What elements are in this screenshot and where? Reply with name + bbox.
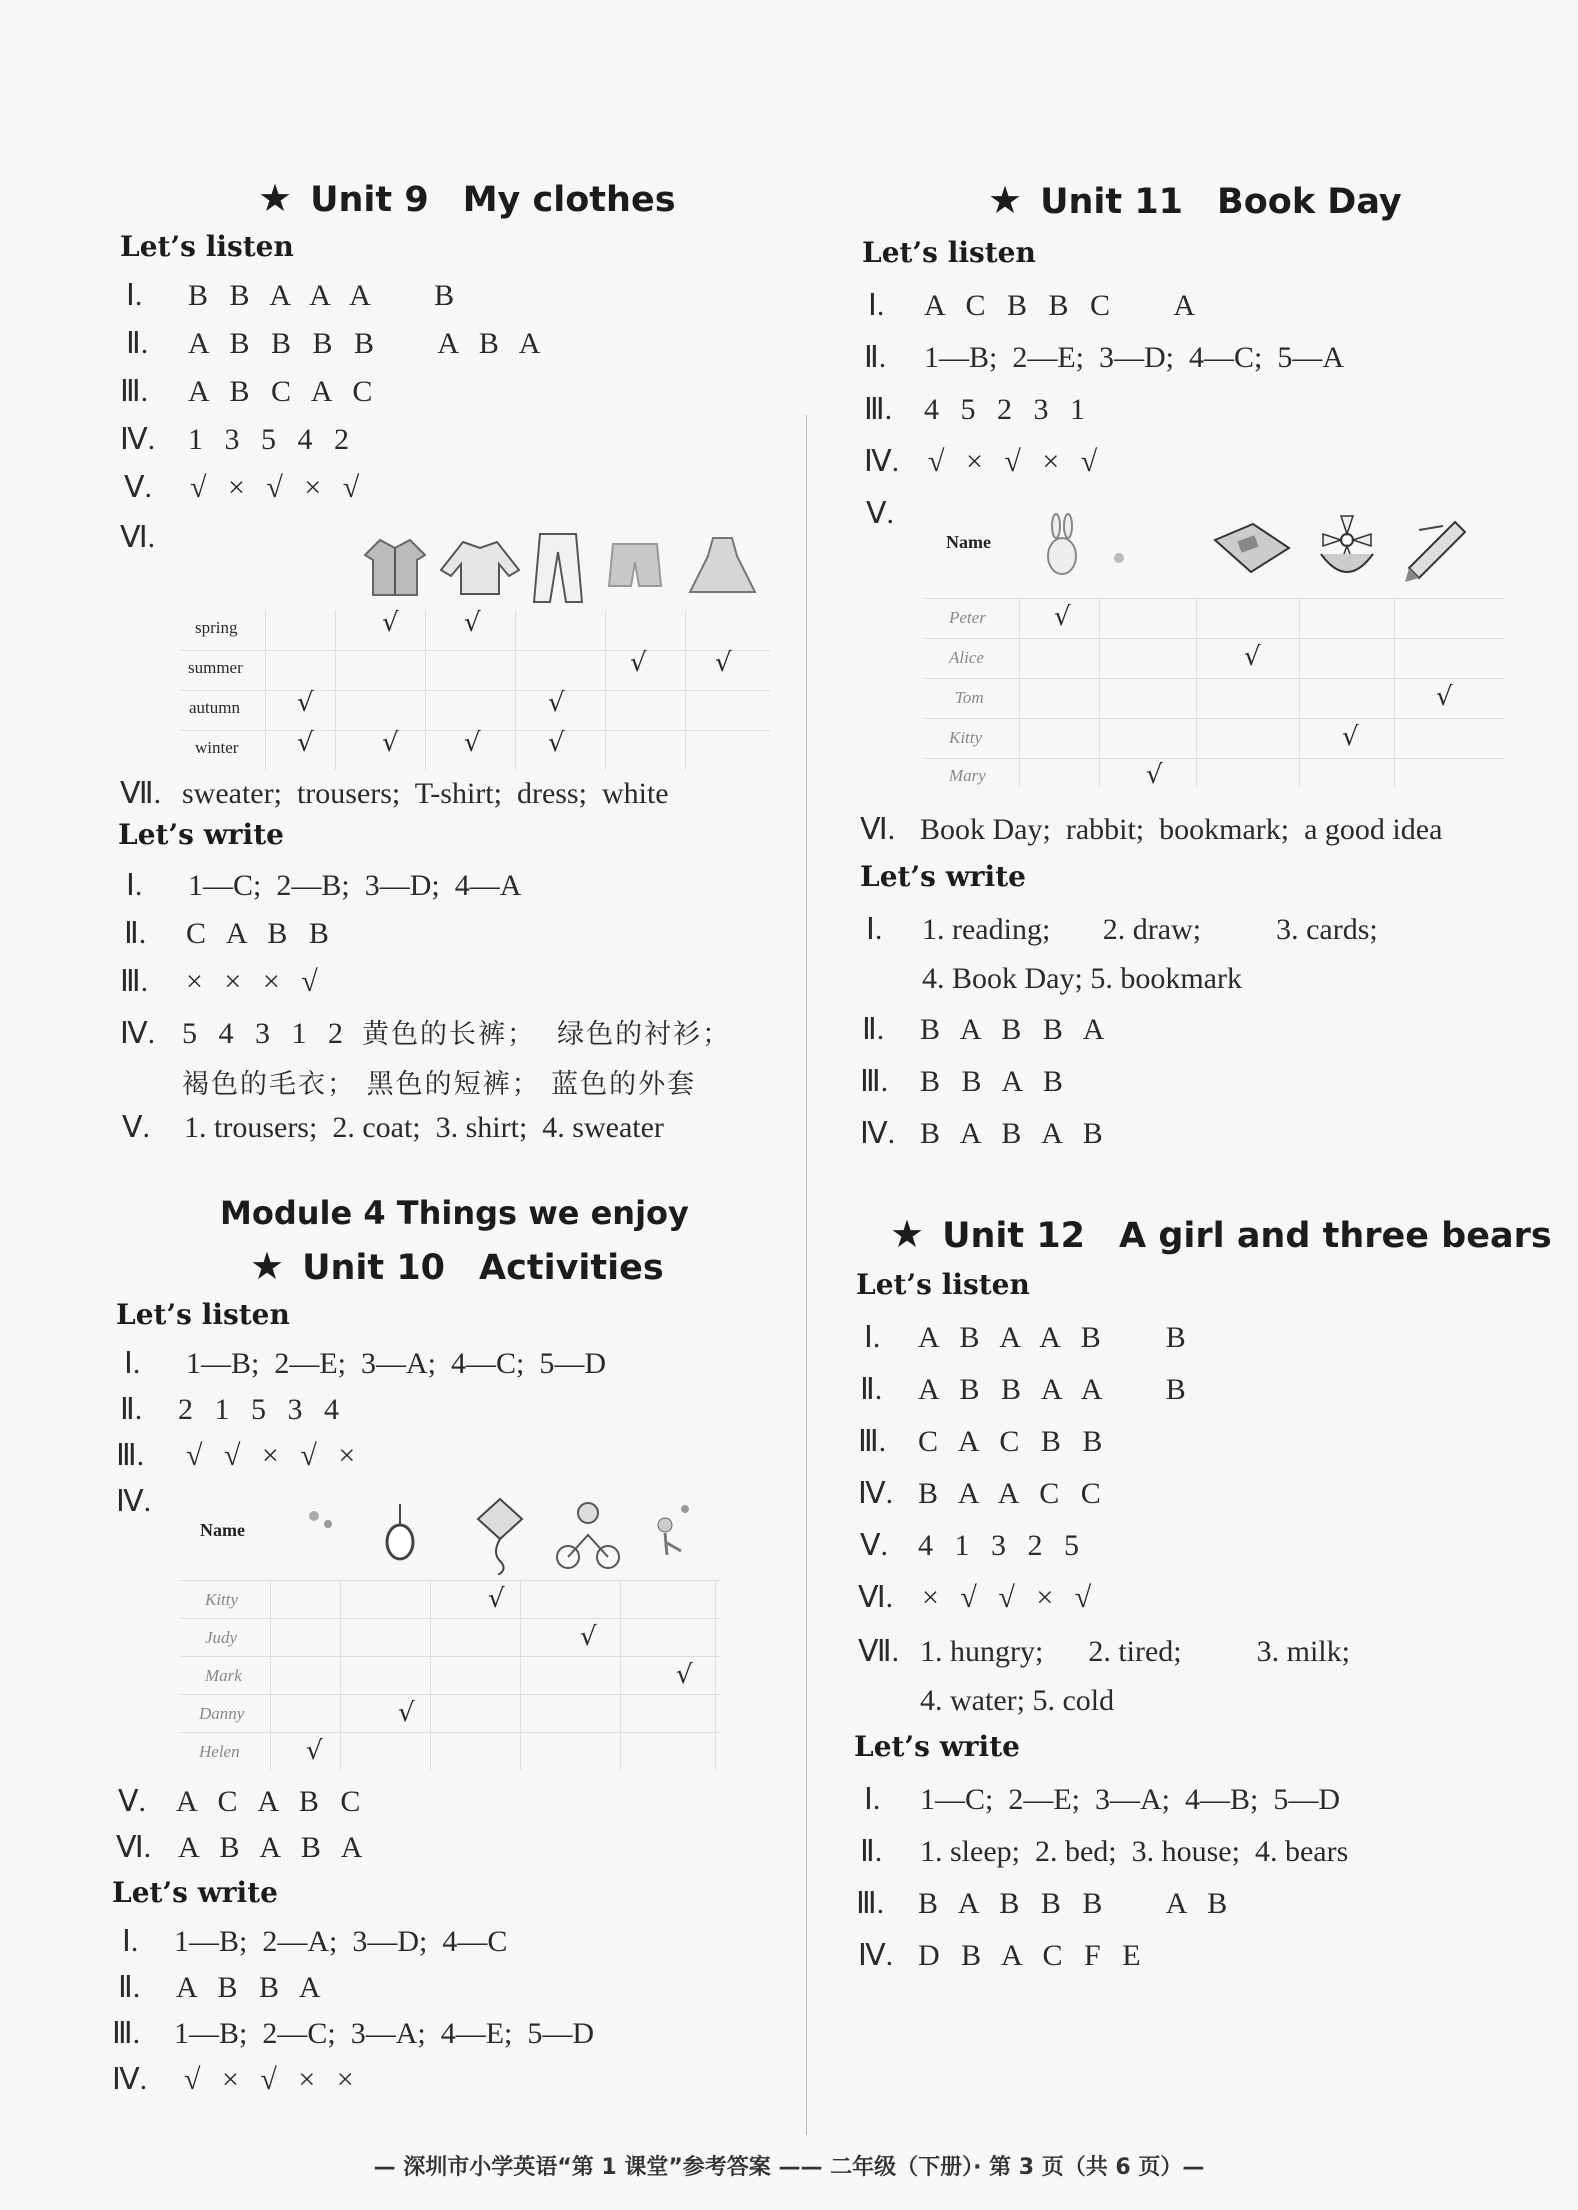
unit9-listen-4: Ⅳ. 1 3 5 4 2 [120, 423, 356, 456]
unit12-write-1: Ⅰ. 1—C; 2—E; 3—A; 4—B; 5—D [864, 1783, 1341, 1816]
check-mark: √ [1342, 722, 1359, 752]
name-kitty: Kitty [205, 1590, 239, 1609]
module4-title: Module 4 Things we enjoy [220, 1194, 689, 1232]
unit11-listen-6: Ⅵ. Book Day; rabbit; bookmark; a good idea [860, 813, 1443, 846]
name-tom: Tom [955, 688, 984, 707]
unit9-listen-3: Ⅲ. A B C A C [120, 375, 380, 408]
check-mark: √ [297, 688, 314, 718]
unit12-listen-heading: Let’s listen [856, 1268, 1030, 1301]
check-mark: √ [715, 648, 732, 678]
page-footer: — 深圳市小学英语“第 1 课堂”参考答案 —— 二年级（下册）· 第 3 页（共 6 页）— [373, 2155, 1205, 2180]
unit11-write-1-cont: 4. Book Day; 5. bookmark [922, 962, 1242, 995]
unit9-listen-2: Ⅱ. A B B B B A B A [126, 327, 548, 360]
season-autumn: autumn [189, 698, 240, 717]
unit10-listen-2: Ⅱ. 2 1 5 3 4 [120, 1393, 346, 1426]
unit12-listen-4: Ⅳ. B A A C C [858, 1477, 1108, 1510]
name-judy: Judy [205, 1628, 238, 1647]
unit12-listen-5: Ⅴ. 4 1 3 2 5 [860, 1529, 1086, 1562]
unit12-listen-1: Ⅰ. A B A A B B [864, 1321, 1193, 1354]
name-mark: Mark [205, 1666, 242, 1685]
unit12-write-heading: Let’s write [854, 1730, 1020, 1763]
unit10-write-3: Ⅲ. 1—B; 2—C; 3—A; 4—E; 5—D [112, 2017, 595, 2050]
check-mark: √ [297, 728, 314, 758]
check-mark: √ [548, 688, 565, 718]
unit11-write-1: Ⅰ. 1. reading; 2. draw; 3. cards; [866, 913, 1378, 946]
name-alice: Alice [949, 648, 984, 667]
dress-icon [685, 530, 760, 600]
unit12-listen-7-cont: 4. water; 5. cold [920, 1684, 1115, 1717]
unit9-write-1: Ⅰ. 1—C; 2—B; 3—D; 4—A [126, 869, 522, 902]
unit11-title [988, 178, 1402, 222]
table-header-name: Name [946, 532, 991, 552]
unit11-listen-5: Ⅴ. [866, 497, 895, 530]
check-mark: √ [382, 608, 399, 638]
bike-icon [550, 1495, 625, 1575]
dancing-icon [645, 1495, 705, 1575]
check-mark: √ [676, 1660, 693, 1690]
unit12-name: A girl and three bears [1119, 1216, 1552, 1256]
name-helen: Helen [199, 1742, 240, 1761]
dot-icon [1109, 548, 1129, 568]
unit10-listen-3: Ⅲ. √ √ × √ × [116, 1439, 363, 1472]
unit12-write-3: Ⅲ. B A B B B A B [856, 1887, 1235, 1920]
star-icon: ★ [258, 176, 293, 220]
season-spring: spring [195, 618, 238, 637]
unit11-listen-1: Ⅰ. A C B B C A [868, 289, 1203, 322]
unit9-clothes-table [180, 530, 770, 770]
unit11-listen-4: Ⅳ. √ × √ × √ [864, 445, 1105, 478]
yoyo-icon [375, 1498, 425, 1568]
unit9-listen-heading: Let’s listen [120, 230, 294, 263]
unit10-title [250, 1244, 664, 1288]
unit9-write-2: Ⅱ. C A B B [124, 917, 336, 950]
check-mark: √ [1054, 602, 1071, 632]
unit10-write-2: Ⅱ. A B B A [118, 1971, 328, 2004]
unit9-listen-5: Ⅴ. √ × √ × √ [124, 471, 367, 504]
unit12-listen-6: Ⅵ. × √ √ × √ [858, 1581, 1099, 1614]
check-mark: √ [1436, 682, 1453, 712]
check-mark: √ [1146, 760, 1163, 790]
check-mark: √ [464, 608, 481, 638]
unit11-listen-heading: Let’s listen [862, 236, 1036, 269]
unit9-listen-1: Ⅰ. B B A A A B [126, 279, 462, 312]
check-mark: √ [306, 1736, 323, 1766]
season-summer: summer [188, 658, 243, 677]
unit9-write-4-cont: 褐色的毛衣； 黑色的短裤； 蓝色的外套 [182, 1069, 697, 1100]
unit10-write-4: Ⅳ. √ × √ × × [112, 2063, 361, 2096]
unit12-write-4: Ⅳ. D B A C F E [858, 1939, 1148, 1972]
unit9-write-4: Ⅳ. 5 4 3 1 2 黄色的长裤； 绿色的衬衫； [120, 1017, 732, 1050]
name-kitty: Kitty [949, 728, 983, 747]
check-mark: √ [382, 728, 399, 758]
unit11-book-table [924, 498, 1504, 788]
trousers-icon [528, 528, 588, 608]
unit9-write-3: Ⅲ. × × × √ [120, 965, 325, 998]
sweater-icon [435, 530, 525, 600]
table-header-name: Name [200, 1520, 245, 1540]
check-mark: √ [580, 1622, 597, 1652]
unit11-number: Unit 11 [1040, 182, 1184, 222]
unit10-listen-heading: Let’s listen [116, 1298, 290, 1331]
coat-icon [355, 530, 435, 600]
unit12-listen-7: Ⅶ. 1. hungry; 2. tired; 3. milk; [858, 1635, 1350, 1668]
unit11-write-2: Ⅱ. B A B B A [862, 1013, 1112, 1046]
flower-icon [1309, 510, 1384, 585]
name-danny: Danny [199, 1704, 245, 1723]
unit12-title [890, 1212, 1552, 1256]
check-mark: √ [630, 648, 647, 678]
kite-icon [470, 1495, 530, 1575]
unit9-listen-6: Ⅵ. [120, 521, 156, 554]
unit9-title [258, 176, 676, 220]
unit9-name: My clothes [462, 180, 676, 220]
unit10-listen-5: Ⅴ. A C A B C [118, 1785, 368, 1818]
column-divider [806, 415, 807, 2135]
unit12-listen-3: Ⅲ. C A C B B [858, 1425, 1110, 1458]
unit10-listen-6: Ⅵ. A B A B A [116, 1831, 370, 1864]
book-icon [1209, 518, 1294, 578]
unit9-listen-7: Ⅶ. sweater; trousers; T-shirt; dress; white [120, 777, 669, 810]
unit11-write-3: Ⅲ. B B A B [860, 1065, 1070, 1098]
ball-icon [300, 1500, 340, 1540]
unit11-listen-3: Ⅲ. 4 5 2 3 1 [864, 393, 1092, 426]
star-icon: ★ [988, 178, 1023, 222]
rabbit-icon [1034, 506, 1089, 586]
unit9-write-heading: Let’s write [118, 818, 284, 851]
unit10-name: Activities [479, 1248, 664, 1288]
name-mary: Mary [949, 766, 986, 785]
unit12-number: Unit 12 [942, 1216, 1086, 1256]
star-icon: ★ [890, 1212, 925, 1256]
check-mark: √ [488, 1584, 505, 1614]
unit9-number: Unit 9 [310, 180, 429, 220]
check-mark: √ [548, 728, 565, 758]
check-mark: √ [1244, 642, 1261, 672]
unit12-listen-2: Ⅱ. A B B A A B [860, 1373, 1193, 1406]
unit11-listen-2: Ⅱ. 1—B; 2—E; 3—D; 4—C; 5—A [864, 341, 1345, 374]
unit11-write-4: Ⅳ. B A B A B [860, 1117, 1110, 1150]
name-peter: Peter [949, 608, 986, 627]
season-winter: winter [195, 738, 239, 757]
unit10-listen-4: Ⅳ. [116, 1485, 152, 1518]
check-mark: √ [464, 728, 481, 758]
unit10-listen-1: Ⅰ. 1—B; 2—E; 3—A; 4—C; 5—D [124, 1347, 607, 1380]
unit10-write-1: Ⅰ. 1—B; 2—A; 3—D; 4—C [122, 1925, 508, 1958]
unit10-write-heading: Let’s write [112, 1876, 278, 1909]
check-mark: √ [398, 1698, 415, 1728]
unit10-activities-table [180, 1490, 740, 1770]
unit10-number: Unit 10 [302, 1248, 446, 1288]
unit11-name: Book Day [1217, 182, 1402, 222]
unit12-write-2: Ⅱ. 1. sleep; 2. bed; 3. house; 4. bears [860, 1835, 1349, 1868]
unit9-write-5: Ⅴ. 1. trousers; 2. coat; 3. shirt; 4. sweater [122, 1111, 664, 1144]
shorts-icon [605, 538, 665, 593]
pencil-icon [1399, 508, 1474, 583]
star-icon: ★ [250, 1244, 285, 1288]
unit11-write-heading: Let’s write [860, 860, 1026, 893]
